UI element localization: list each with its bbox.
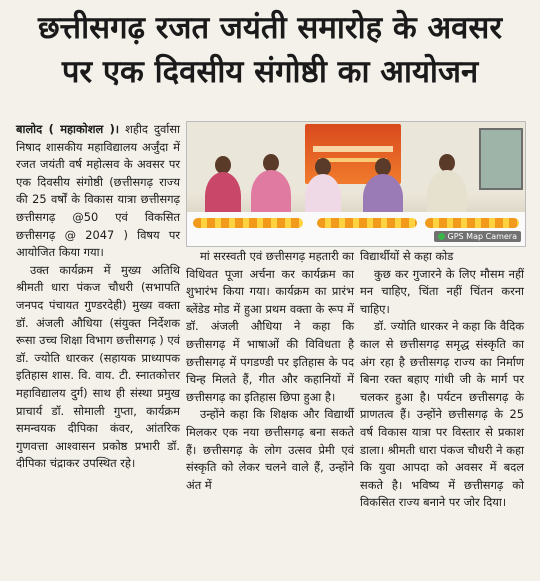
headline-line-2: पर एक दिवसीय संगोष्ठी का आयोजन xyxy=(61,54,479,90)
column-1-paragraph-1-text: शहीद दुर्वासा निषाद शासकीय महाविद्यालय अर्जुंदा में रजत जयंती वर्ष महोत्सव के अवसर पर एक दिवसीय संगोष्ठी (छत्तीसगढ़ राज्य की 25 वर्षों के विकास यात्रा छत्तीसगढ़ छत्तीसगढ़ @50 एवं विकसित छत्तीसगढ़ @ 2047 ) विषय पर आयोजित किया गया। xyxy=(16,122,180,260)
article-column-2 xyxy=(186,248,354,494)
dateline: बालोद ( महाकोशल )। xyxy=(16,122,120,136)
article-column-1 xyxy=(16,121,180,473)
gps-watermark-text: GPS Map Camera xyxy=(447,232,517,241)
headline xyxy=(0,6,540,94)
window xyxy=(479,128,523,190)
column-3-paragraph-1: विद्यार्थीयों से कहा कोड xyxy=(360,249,454,263)
column-3-paragraph-2: कुछ कर गुजारने के लिए मौसम नहीं मन चाहिए, चिंता नहीं चिंतन करना चाहिए। xyxy=(360,266,524,316)
column-3-paragraph-3: डॉ. ज्योति धारकर ने कहा कि वैदिक काल से छत्तीसगढ़ समृद्ध संस्कृति का अंग रहा है छत्तीसगढ़ राज्य का निर्माण बिना रक्त बहाए गांधी जी के मार्ग पर चलकर हुआ है। पर्यटन छत्तीसगढ़ के प्राणतत्व हैं। उन्होंने छत्तीसगढ़ के 25 वर्ष विकास यात्रा पर विस्तार से प्रकाश डाला। श्रीमती धारा पंकज चौधरी ने कहा कि युवा आपदा को अवसर में बदल सकते है। भविष्य में छत्तीसगढ़ को विकसित राज्य बनाने पर जोर दिया। xyxy=(360,319,524,510)
gps-watermark xyxy=(434,231,521,242)
article-paragraph xyxy=(16,121,180,262)
column-1-paragraph-2: उक्त कार्यक्रम में मुख्य अतिथि श्रीमती धारा पंकज चौधरी (सभापति जनपद पंचायत गुण्डरदेही) मुख्य वक्ता डॉ. अंजली औधिया (संयुक्त निर्देशक रूसा उच्च शिक्षा विभाग छत्तीसगढ़ ) एवं डॉ. ज्योति धारकर (सहायक प्राध्यापक इतिहास शास. वि. वाय. टी. स्नातकोत्तर महाविद्यालय दुर्ग) साथ ही संस्था प्रमुख प्राचार्य डॉ. सोमाली गुप्ता, कार्यक्रम समन्वयक दीपिका कंवर, आंतरिक गुणवत्ता आश्वासन प्रकोष्ठ प्रभारी डॉ. दीपिका चंद्राकर उपस्थित रहे। xyxy=(16,262,180,471)
column-2-paragraph-1: मां सरस्वती एवं छत्तीसगढ़ महतारी का विधिवत पूजा अर्चना कर कार्यक्रम का शुभारंभ किया गया। कार्यक्रम का प्रारंभ ब्लेंडेड मोड में हुआ प्रथम वक्ता के रूप में डॉ. अंजली औधिया ने कहा कि छत्तीसगढ़ में भाषाओं की विविधता है छत्तीसगढ़ में पगडण्डी पर इतिहास के पद चिन्ह मिलते हैं, गीत और कहानियों में छत्तीसगढ़ का इतिहास छिपा हुआ है। xyxy=(186,249,355,404)
gps-map-camera-icon xyxy=(438,233,445,240)
headline-line-1: छत्तीसगढ़ रजत जयंती समारोह के अवसर xyxy=(37,10,503,46)
event-photo xyxy=(186,121,526,247)
column-2-paragraph-2: उन्होंने कहा कि शिक्षक और विद्यार्थी मिलकर एक नया छत्तीसगढ़ बना सकते हैं। छत्तीसगढ़ के लोग उत्सव प्रेमी एवं संस्कृति को लेकर चलने वाले हैं, उन्होंने अंत में xyxy=(186,407,354,492)
article-column-3 xyxy=(360,248,524,512)
